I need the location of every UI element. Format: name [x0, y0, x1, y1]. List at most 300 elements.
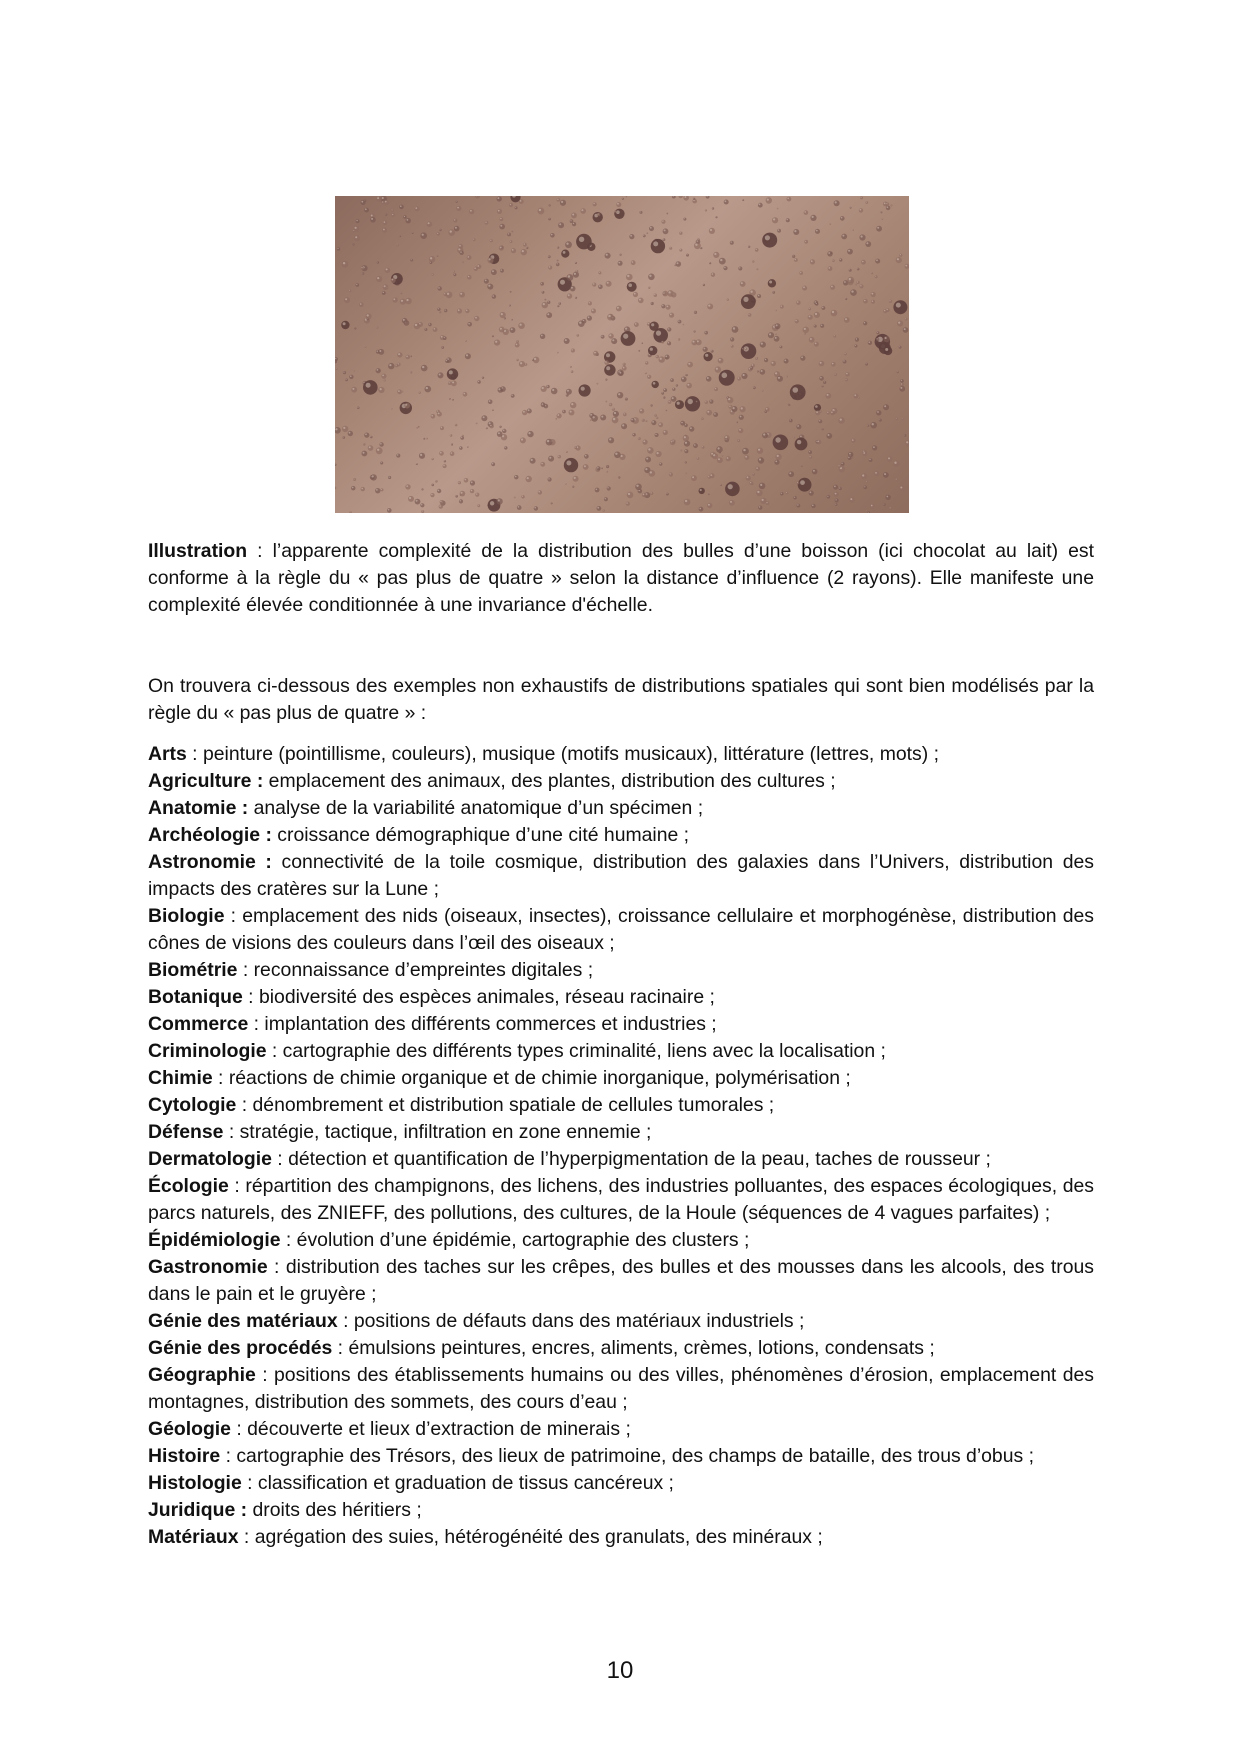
bubble-highlight: [492, 270, 494, 272]
bubble: [557, 198, 561, 202]
bubble-highlight: [747, 476, 749, 478]
bubble-highlight: [398, 353, 400, 355]
bubble-highlight: [730, 501, 732, 503]
bubble: [663, 292, 667, 296]
bubble: [904, 434, 906, 436]
bubble: [443, 464, 447, 468]
bubble-highlight: [440, 501, 441, 502]
bubble: [623, 413, 627, 417]
list-item: [148, 903, 1094, 957]
bubble-highlight: [425, 329, 426, 330]
bubble-highlight: [607, 487, 608, 488]
bubble: [834, 200, 840, 206]
bubble-highlight: [468, 323, 470, 325]
bubble-highlight: [557, 260, 558, 261]
bubble: [699, 507, 704, 512]
bubble-highlight: [773, 292, 774, 293]
bubble: [812, 469, 818, 475]
entry-term: Biologie: [148, 905, 225, 927]
bubble-highlight: [471, 490, 473, 492]
bubble-highlight: [780, 346, 781, 347]
bubble: [877, 331, 880, 334]
bubble: [605, 401, 607, 403]
entry-description: : réactions de chimie organique et de chimie inorganique, polymérisation ;: [212, 1067, 851, 1089]
bubble: [845, 372, 849, 376]
bubble: [391, 278, 396, 283]
bubble: [587, 316, 592, 321]
bubble: [492, 335, 494, 337]
bubble-highlight: [693, 341, 695, 343]
bubble-highlight: [743, 449, 745, 451]
bubble-highlight: [571, 371, 572, 372]
bubble-highlight: [606, 401, 607, 402]
bubble-highlight: [567, 390, 569, 392]
bubble: [814, 325, 817, 328]
bubble-highlight: [841, 217, 843, 219]
entry-description: : positions de défauts dans des matériaux industriels ;: [337, 1310, 805, 1332]
list-item: [148, 1470, 1094, 1497]
bubble: [450, 451, 455, 456]
bubble-highlight: [579, 237, 584, 242]
bubble: [857, 268, 860, 271]
bubble-highlight: [672, 397, 674, 399]
bubble: [494, 340, 500, 346]
bubble-highlight: [900, 254, 901, 255]
bubble: [557, 413, 562, 418]
bubble: [639, 408, 644, 413]
bubble: [405, 484, 410, 489]
bubble: [865, 201, 868, 204]
bubble: [863, 321, 867, 325]
bubble: [899, 386, 905, 392]
bubble-highlight: [815, 343, 817, 345]
bubble: [758, 457, 764, 463]
bubble: [550, 233, 555, 238]
bubble-highlight: [365, 208, 367, 210]
bubble: [656, 355, 659, 358]
bubble-highlight: [386, 214, 387, 215]
bubble-highlight: [449, 398, 450, 399]
bubble-highlight: [607, 466, 608, 467]
bubble-highlight: [432, 274, 433, 275]
list-item: [148, 1362, 1094, 1416]
bubble: [736, 422, 738, 424]
bubble-highlight: [558, 456, 559, 457]
bubble-highlight: [804, 211, 806, 213]
bubble: [421, 510, 424, 513]
bubble-highlight: [795, 259, 796, 260]
entry-term: Archéologie :: [148, 824, 272, 846]
bubble: [617, 392, 623, 398]
bubble: [709, 262, 711, 264]
bubble: [684, 441, 690, 447]
bubble: [746, 476, 751, 481]
bubble-highlight: [440, 312, 441, 313]
bubble: [819, 361, 825, 367]
bubble-highlight: [549, 266, 550, 267]
bubble-highlight: [646, 362, 647, 363]
bubble: [500, 312, 506, 318]
bubble-highlight: [421, 504, 422, 505]
bubble-highlight: [740, 416, 742, 418]
bubble: [425, 386, 432, 393]
bubble: [614, 210, 617, 213]
bubble: [591, 309, 596, 314]
bubble-highlight: [623, 334, 628, 339]
bubble-highlight: [534, 507, 536, 509]
illustration-caption: [148, 538, 1094, 619]
bubbles-illustration: [335, 196, 909, 513]
bubble: [714, 387, 718, 391]
bubble-highlight: [460, 251, 462, 253]
bubble: [756, 490, 763, 497]
bubble-highlight: [579, 322, 581, 324]
entry-term: Arts: [148, 743, 187, 765]
bubble: [606, 465, 609, 468]
bubble: [762, 233, 777, 248]
bubble-highlight: [361, 488, 363, 490]
bubble: [439, 311, 441, 313]
bubble-highlight: [441, 427, 442, 428]
bubble: [438, 286, 442, 290]
bubble-highlight: [680, 232, 681, 233]
bubble-highlight: [623, 367, 625, 369]
bubble-highlight: [557, 352, 558, 353]
bubble-highlight: [850, 207, 851, 208]
bubble: [625, 398, 628, 401]
bubble-highlight: [777, 208, 778, 209]
bubble-highlight: [875, 276, 876, 277]
bubble: [618, 261, 623, 266]
bubble: [454, 226, 460, 232]
bubble-highlight: [512, 231, 513, 232]
bubble-highlight: [599, 272, 600, 273]
bubble: [576, 234, 592, 250]
bubble-highlight: [592, 309, 594, 311]
bubble: [683, 435, 689, 441]
bubble: [629, 234, 634, 239]
bubble: [849, 269, 852, 272]
bubble-highlight: [872, 301, 873, 302]
bubble-highlight: [557, 414, 559, 416]
bubble-highlight: [684, 436, 686, 438]
bubble-highlight: [669, 291, 671, 293]
bubble: [796, 301, 800, 305]
bubble: [625, 196, 627, 197]
bubble: [648, 287, 650, 289]
bubble-highlight: [648, 376, 649, 377]
entry-description: : évolution d’une épidémie, cartographie des clusters ;: [280, 1229, 750, 1251]
bubble: [841, 462, 845, 466]
bubble: [745, 348, 748, 351]
bubble: [361, 267, 364, 270]
bubble: [696, 401, 698, 403]
bubble: [433, 327, 438, 332]
bubble-highlight: [377, 197, 379, 199]
bubble-highlight: [899, 346, 900, 347]
bubble-highlight: [670, 314, 672, 316]
bubble: [335, 464, 337, 466]
bubble-highlight: [765, 359, 766, 360]
bubble-highlight: [383, 292, 384, 293]
bubble: [809, 456, 812, 459]
bubble-highlight: [650, 471, 652, 473]
bubble: [703, 347, 708, 352]
bubble-highlight: [848, 457, 849, 458]
bubble-highlight: [490, 240, 491, 241]
bubble-highlight: [449, 370, 453, 374]
bubble-highlight: [670, 473, 671, 474]
bubble-highlight: [460, 447, 461, 448]
bubble: [362, 272, 364, 274]
bubble-highlight: [781, 493, 782, 494]
bubble-highlight: [745, 456, 747, 458]
bubble-highlight: [438, 413, 440, 415]
bubble-highlight: [396, 365, 397, 366]
bubble-highlight: [561, 201, 563, 203]
bubble-highlight: [618, 262, 620, 264]
bubble-highlight: [901, 383, 902, 384]
bubble: [604, 497, 608, 501]
bubble-highlight: [864, 322, 865, 323]
bubble: [711, 273, 715, 277]
bubble-highlight: [902, 419, 903, 420]
entry-term: Histoire: [148, 1445, 221, 1467]
bubble: [356, 283, 360, 287]
bubble-highlight: [812, 216, 814, 218]
bubble-highlight: [386, 268, 388, 270]
bubble-highlight: [712, 273, 714, 275]
bubble: [416, 427, 418, 429]
entry-description: : peinture (pointillisme, couleurs), musique (motifs musicaux), littérature (lettres, mots) ;: [186, 743, 939, 765]
bubble-highlight: [539, 209, 541, 211]
bubble-highlight: [884, 504, 885, 505]
bubble: [557, 247, 559, 249]
bubble-highlight: [813, 470, 815, 472]
bubble: [379, 442, 383, 446]
entry-term: Biométrie: [148, 959, 238, 981]
bubble: [732, 326, 739, 333]
bubble-highlight: [687, 384, 689, 386]
bubble: [667, 341, 671, 345]
bubble: [437, 489, 441, 493]
bubble: [867, 425, 869, 427]
bubble-highlight: [704, 348, 706, 350]
bubble: [564, 458, 578, 472]
bubble-highlight: [377, 262, 378, 263]
bubble-highlight: [653, 382, 656, 385]
bubble: [542, 302, 548, 308]
bubble: [905, 318, 908, 321]
bubble: [643, 440, 648, 445]
bubble: [526, 476, 532, 482]
bubble-highlight: [489, 258, 491, 260]
bubble: [684, 449, 688, 453]
bubble-highlight: [800, 480, 805, 485]
bubble: [815, 229, 820, 234]
bubble-highlight: [520, 200, 522, 202]
bubble: [376, 196, 382, 202]
bubble-highlight: [805, 241, 806, 242]
bubble-highlight: [387, 288, 388, 289]
bubble: [424, 328, 427, 331]
bubble: [573, 272, 579, 278]
bubble-highlight: [601, 468, 602, 469]
bubble: [571, 370, 574, 373]
bubble: [511, 319, 513, 321]
bubble: [742, 199, 744, 201]
bubble: [667, 290, 674, 297]
bubble: [376, 276, 382, 282]
bubble: [538, 490, 542, 494]
bubble-highlight: [781, 306, 782, 307]
bubble: [515, 343, 520, 348]
bubble: [359, 269, 361, 271]
bubble-highlight: [787, 198, 789, 200]
bubble: [675, 400, 684, 409]
entry-term: Écologie: [148, 1175, 229, 1197]
bubble-highlight: [710, 474, 712, 476]
bubble: [545, 299, 547, 301]
bubble: [834, 335, 837, 338]
bubble-highlight: [492, 336, 493, 337]
bubble: [680, 421, 685, 426]
bubble-highlight: [794, 497, 795, 498]
bubble: [392, 213, 395, 216]
bubble: [564, 338, 570, 344]
bubble-highlight: [364, 444, 365, 445]
bubble: [860, 284, 864, 288]
bubble: [804, 210, 809, 215]
bubble-highlight: [593, 203, 594, 204]
bubble: [649, 226, 654, 231]
bubble: [456, 206, 461, 211]
bubble-highlight: [749, 246, 750, 247]
bubble: [870, 504, 875, 509]
bubble-highlight: [800, 436, 802, 438]
bubble: [648, 274, 655, 281]
bubble: [441, 346, 444, 349]
bubble-highlight: [648, 323, 649, 324]
bubble-highlight: [489, 400, 491, 402]
bubble-highlight: [379, 350, 381, 352]
bubble-highlight: [707, 377, 709, 379]
bubble: [755, 248, 759, 252]
bubble-highlight: [816, 411, 818, 413]
bubble: [809, 337, 815, 343]
bubble-highlight: [702, 446, 703, 447]
bubble-highlight: [363, 273, 364, 274]
bubble-highlight: [337, 248, 338, 249]
bubble: [793, 496, 796, 499]
bubble: [349, 375, 353, 379]
bubble-highlight: [505, 447, 506, 448]
bubble: [548, 218, 551, 221]
bubble: [663, 238, 666, 241]
bubble-highlight: [765, 411, 766, 412]
bubble-highlight: [500, 328, 502, 330]
bubble: [826, 433, 832, 439]
entry-term: Géologie: [148, 1418, 231, 1440]
bubble: [663, 430, 668, 435]
bubble-highlight: [617, 203, 619, 205]
bubble-highlight: [434, 328, 436, 330]
bubble: [465, 309, 469, 313]
bubble-highlight: [833, 260, 834, 261]
entry-term: Dermatologie: [148, 1148, 272, 1170]
bubble-highlight: [606, 254, 608, 256]
bubble-highlight: [336, 368, 337, 369]
bubble: [385, 214, 387, 216]
bubble: [573, 476, 579, 482]
bubble-highlight: [500, 225, 502, 227]
bubble: [382, 228, 387, 233]
bubble: [511, 394, 515, 398]
bubble-highlight: [415, 324, 417, 326]
bubble: [868, 341, 872, 345]
bubble: [727, 397, 733, 403]
bubble-highlight: [593, 283, 594, 284]
bubble-highlight: [660, 358, 662, 360]
bubble: [607, 314, 614, 321]
bubble: [645, 457, 651, 463]
bubble-highlight: [804, 328, 806, 330]
bubble-highlight: [705, 401, 706, 402]
bubble-highlight: [343, 262, 345, 264]
bubble: [702, 446, 705, 449]
bubble-highlight: [393, 298, 395, 300]
bubble: [500, 269, 504, 273]
bubble: [654, 414, 657, 417]
bubble-highlight: [756, 467, 758, 469]
bubble: [579, 384, 591, 396]
bubble-highlight: [803, 286, 805, 288]
bubble: [397, 389, 402, 394]
bubble-highlight: [547, 440, 549, 442]
bubble-highlight: [708, 494, 709, 495]
bubble: [455, 424, 458, 427]
bubble: [701, 417, 704, 420]
bubble-highlight: [346, 379, 347, 380]
bubble-highlight: [739, 429, 741, 431]
bubble-highlight: [518, 506, 520, 508]
bubble: [453, 270, 455, 272]
bubble-highlight: [881, 212, 882, 213]
bubble: [444, 293, 448, 297]
list-item: [148, 1227, 1094, 1254]
bubble: [835, 503, 838, 506]
bubble: [750, 366, 753, 369]
bubble: [558, 222, 564, 228]
bubble-highlight: [849, 278, 851, 280]
bubble-highlight: [812, 505, 814, 507]
bubble: [826, 393, 832, 399]
bubble-highlight: [486, 428, 487, 429]
bubble: [797, 504, 801, 508]
bubble-highlight: [667, 213, 668, 214]
bubble-highlight: [450, 230, 452, 232]
bubble: [492, 294, 496, 298]
bubble: [546, 439, 553, 446]
bubble-highlight: [502, 435, 504, 437]
bubble-highlight: [470, 210, 472, 212]
bubble: [819, 376, 824, 381]
bubble-highlight: [437, 233, 438, 234]
bubble-highlight: [367, 314, 369, 316]
bubble-highlight: [366, 383, 371, 388]
bubble-highlight: [612, 339, 614, 341]
bubble-highlight: [754, 387, 755, 388]
